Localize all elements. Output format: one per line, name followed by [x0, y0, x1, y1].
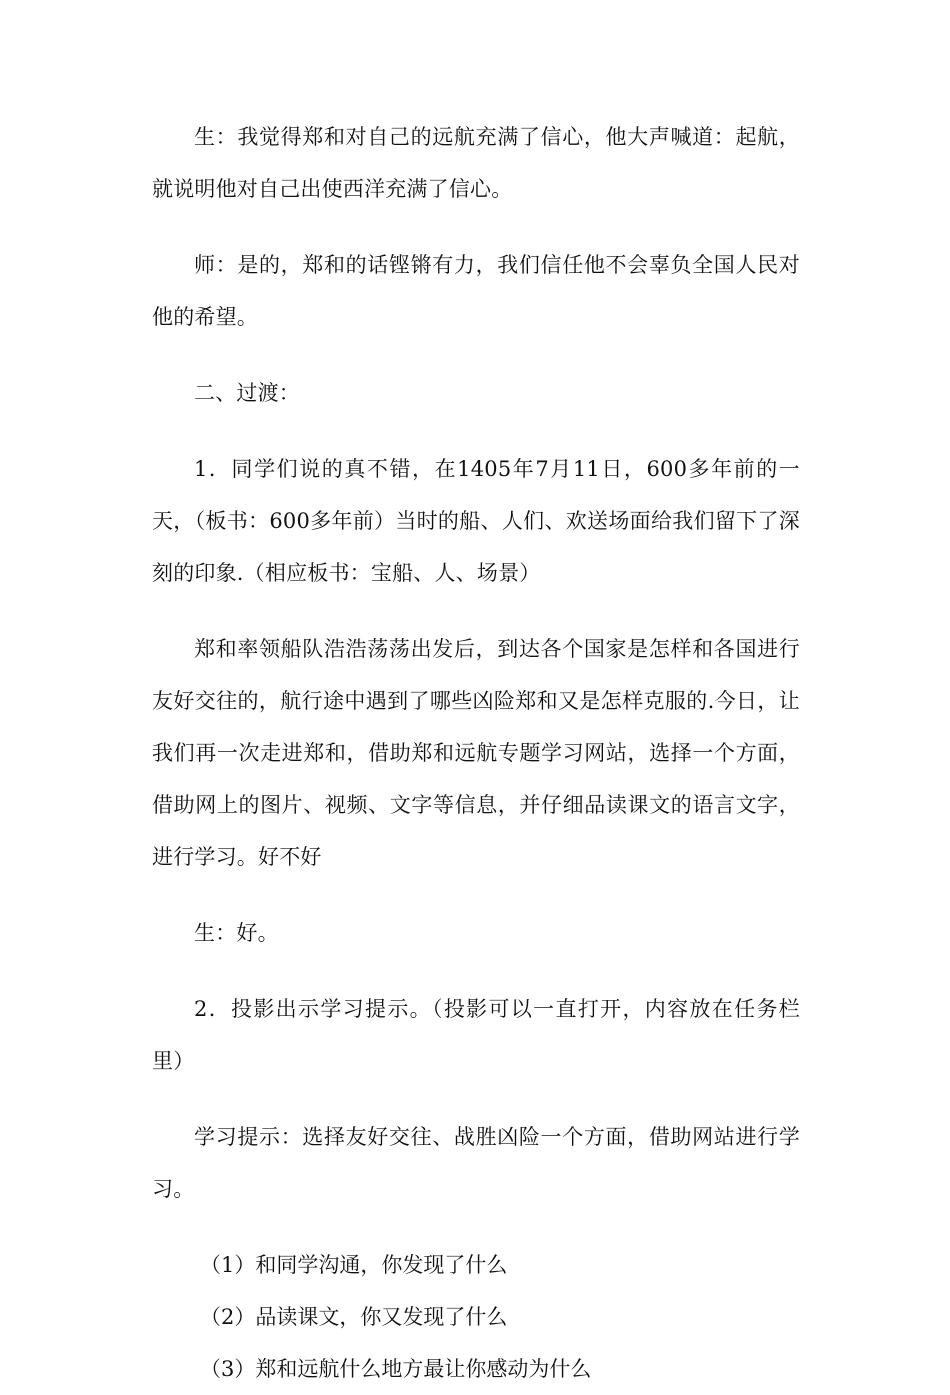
- paragraph-learning-tips: 学习提示：选择友好交往、战胜凶险一个方面，借助网站进行学习。: [152, 1125, 800, 1201]
- learning-tips-list: [152, 1239, 800, 1395]
- paragraph-fleet-departure: 郑和率领船队浩浩荡荡出发后，到达各个国家是怎样和各国进行友好交往的，航行途中遇到了哪些凶险郑和又是怎样克服的.今日，让我们再一次走进郑和，借助郑和远航专题学习网站，选择一个方面，借助网上的图片、视频、文字等信息，并仔细品读课文的语言文字，进行学习。好不好: [152, 637, 800, 869]
- list-item: （1）和同学沟通，你发现了什么: [200, 1253, 508, 1277]
- paragraph-teacher-response: 师：是的，郑和的话铿锵有力，我们信任他不会辜负全国人民对他的希望。: [152, 253, 800, 329]
- paragraph-student-confidence: 生：我觉得郑和对自己的远航充满了信心，他大声喊道：起航，就说明他对自己出使西洋充满了信心。: [152, 125, 800, 201]
- paragraph-item-1: 1．同学们说的真不错，在1405年7月11日，600多年前的一天，（板书：600多年前）当时的船、人们、欢送场面给我们留下了深刻的印象.（相应板书：宝船、人、场景）: [152, 457, 800, 585]
- list-item: （2）品读课文，你又发现了什么: [200, 1305, 508, 1329]
- section-heading-transition: 二、过渡：: [194, 381, 300, 405]
- paragraph-item-2: 2．投影出示学习提示。（投影可以一直打开，内容放在任务栏里）: [152, 997, 800, 1073]
- paragraph-student-reply: 生：好。: [194, 921, 279, 945]
- list-item: （3）郑和远航什么地方最让你感动为什么: [200, 1357, 592, 1381]
- document-body: [152, 111, 800, 1395]
